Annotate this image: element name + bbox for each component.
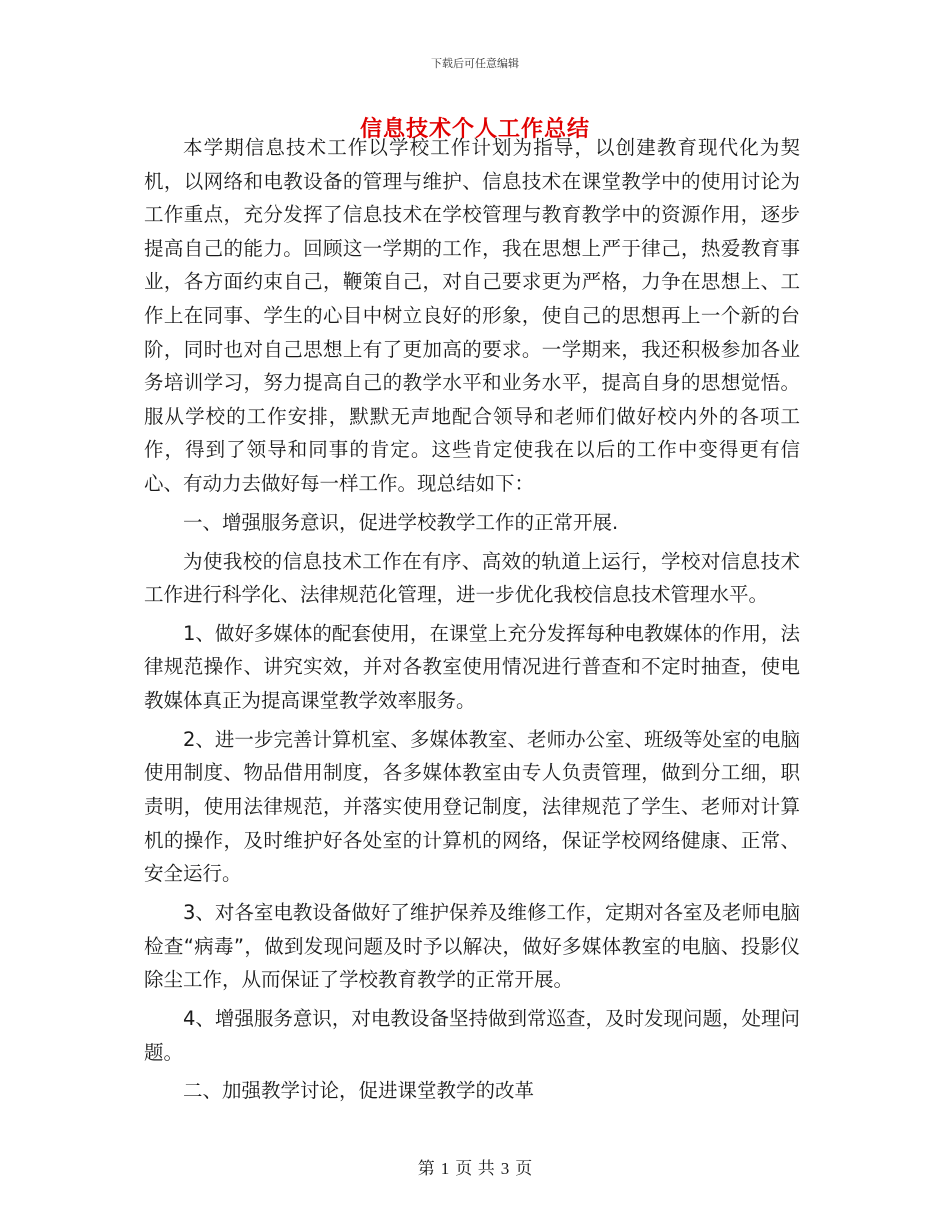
footer-prefix: 第 [417, 1159, 435, 1179]
list-item-1: 1、做好多媒体的配套使用，在课堂上充分发挥每种电教媒体的作用，法律规范操作、讲究实效，并对各教室使用情况进行普查和不定时抽查，使电教媒体真正为提高课堂教学效率服务。 [144, 621, 800, 713]
list-item-3: 3、对各室电教设备做好了维护保养及维修工作，定期对各室及老师电脑检查“病毒”，做到发现问题及时予以解决，做好多媒体教室的电脑、投影仪除尘工作，从而保证了学校教育教学的正常开展。 [144, 901, 800, 992]
document-title: 信息技术个人工作总结 [359, 117, 590, 142]
section-heading-1: 一、增强服务意识，促进学校教学工作的正常开展. [183, 510, 619, 534]
list-item-4: 4、增强服务意识，对电教设备坚持做到常巡查，及时发现问题，处理问题。 [144, 1006, 800, 1064]
total-pages-number: 3 [500, 1159, 510, 1178]
paragraph: 为使我校的信息技术工作在有序、高效的轨道上运行，学校对信息技术工作进行科学化、法律规范化管理，进一步优化我校信息技术管理水平。 [144, 549, 800, 607]
footer-middle: 页 共 [455, 1159, 495, 1179]
list-item-2: 2、进一步完善计算机室、多媒体教室、老师办公室、班级等处室的电脑使用制度、物品借用制度，各多媒体教室由专人负责管理，做到分工细，职责明，使用法律规范，并落实使用登记制度，法律规范了学生、老师对计算机的操作，及时维护好各处室的计算机的网络，保证学校网络健康、正常、安全运行。 [144, 727, 800, 886]
page-footer [0, 1154, 950, 1179]
paragraph-intro: 本学期信息技术工作以学校工作计划为指导，以创建教育现代化为契机，以网络和电教设备的管理与维护、信息技术在课堂教学中的使用讨论为工作重点，充分发挥了信息技术在学校管理与教育教学中的资源作用，逐步提高自己的能力。回顾这一学期的工作，我在思想上严于律己，热爱教育事业，各方面约束自己，鞭策自己，对自己要求更为严格，力争在思想上、工作上在同事、学生的心目中树立良好的形象，使自己的思想再上一个新的台阶，同时也对自己思想上有了更加高的要求。一学期来，我还积极参加各业务培训学习，努力提高自己的教学水平和业务水平，提高自身的思想觉悟。服从学校的工作安排，默默无声地配合领导和老师们做好校内外的各项工作，得到了领导和同事的肯定。这些肯定使我在以后的工作中变得更有信心、有动力去做好每一样工作。现总结如下： [144, 136, 800, 495]
footer-suffix: 页 [515, 1159, 533, 1179]
header-note: 下载后可任意编辑 [431, 57, 519, 70]
section-heading-2: 二、加强教学讨论，促进课堂教学的改革 [183, 1079, 535, 1103]
current-page-number: 1 [440, 1159, 450, 1178]
document-body [144, 131, 800, 1113]
